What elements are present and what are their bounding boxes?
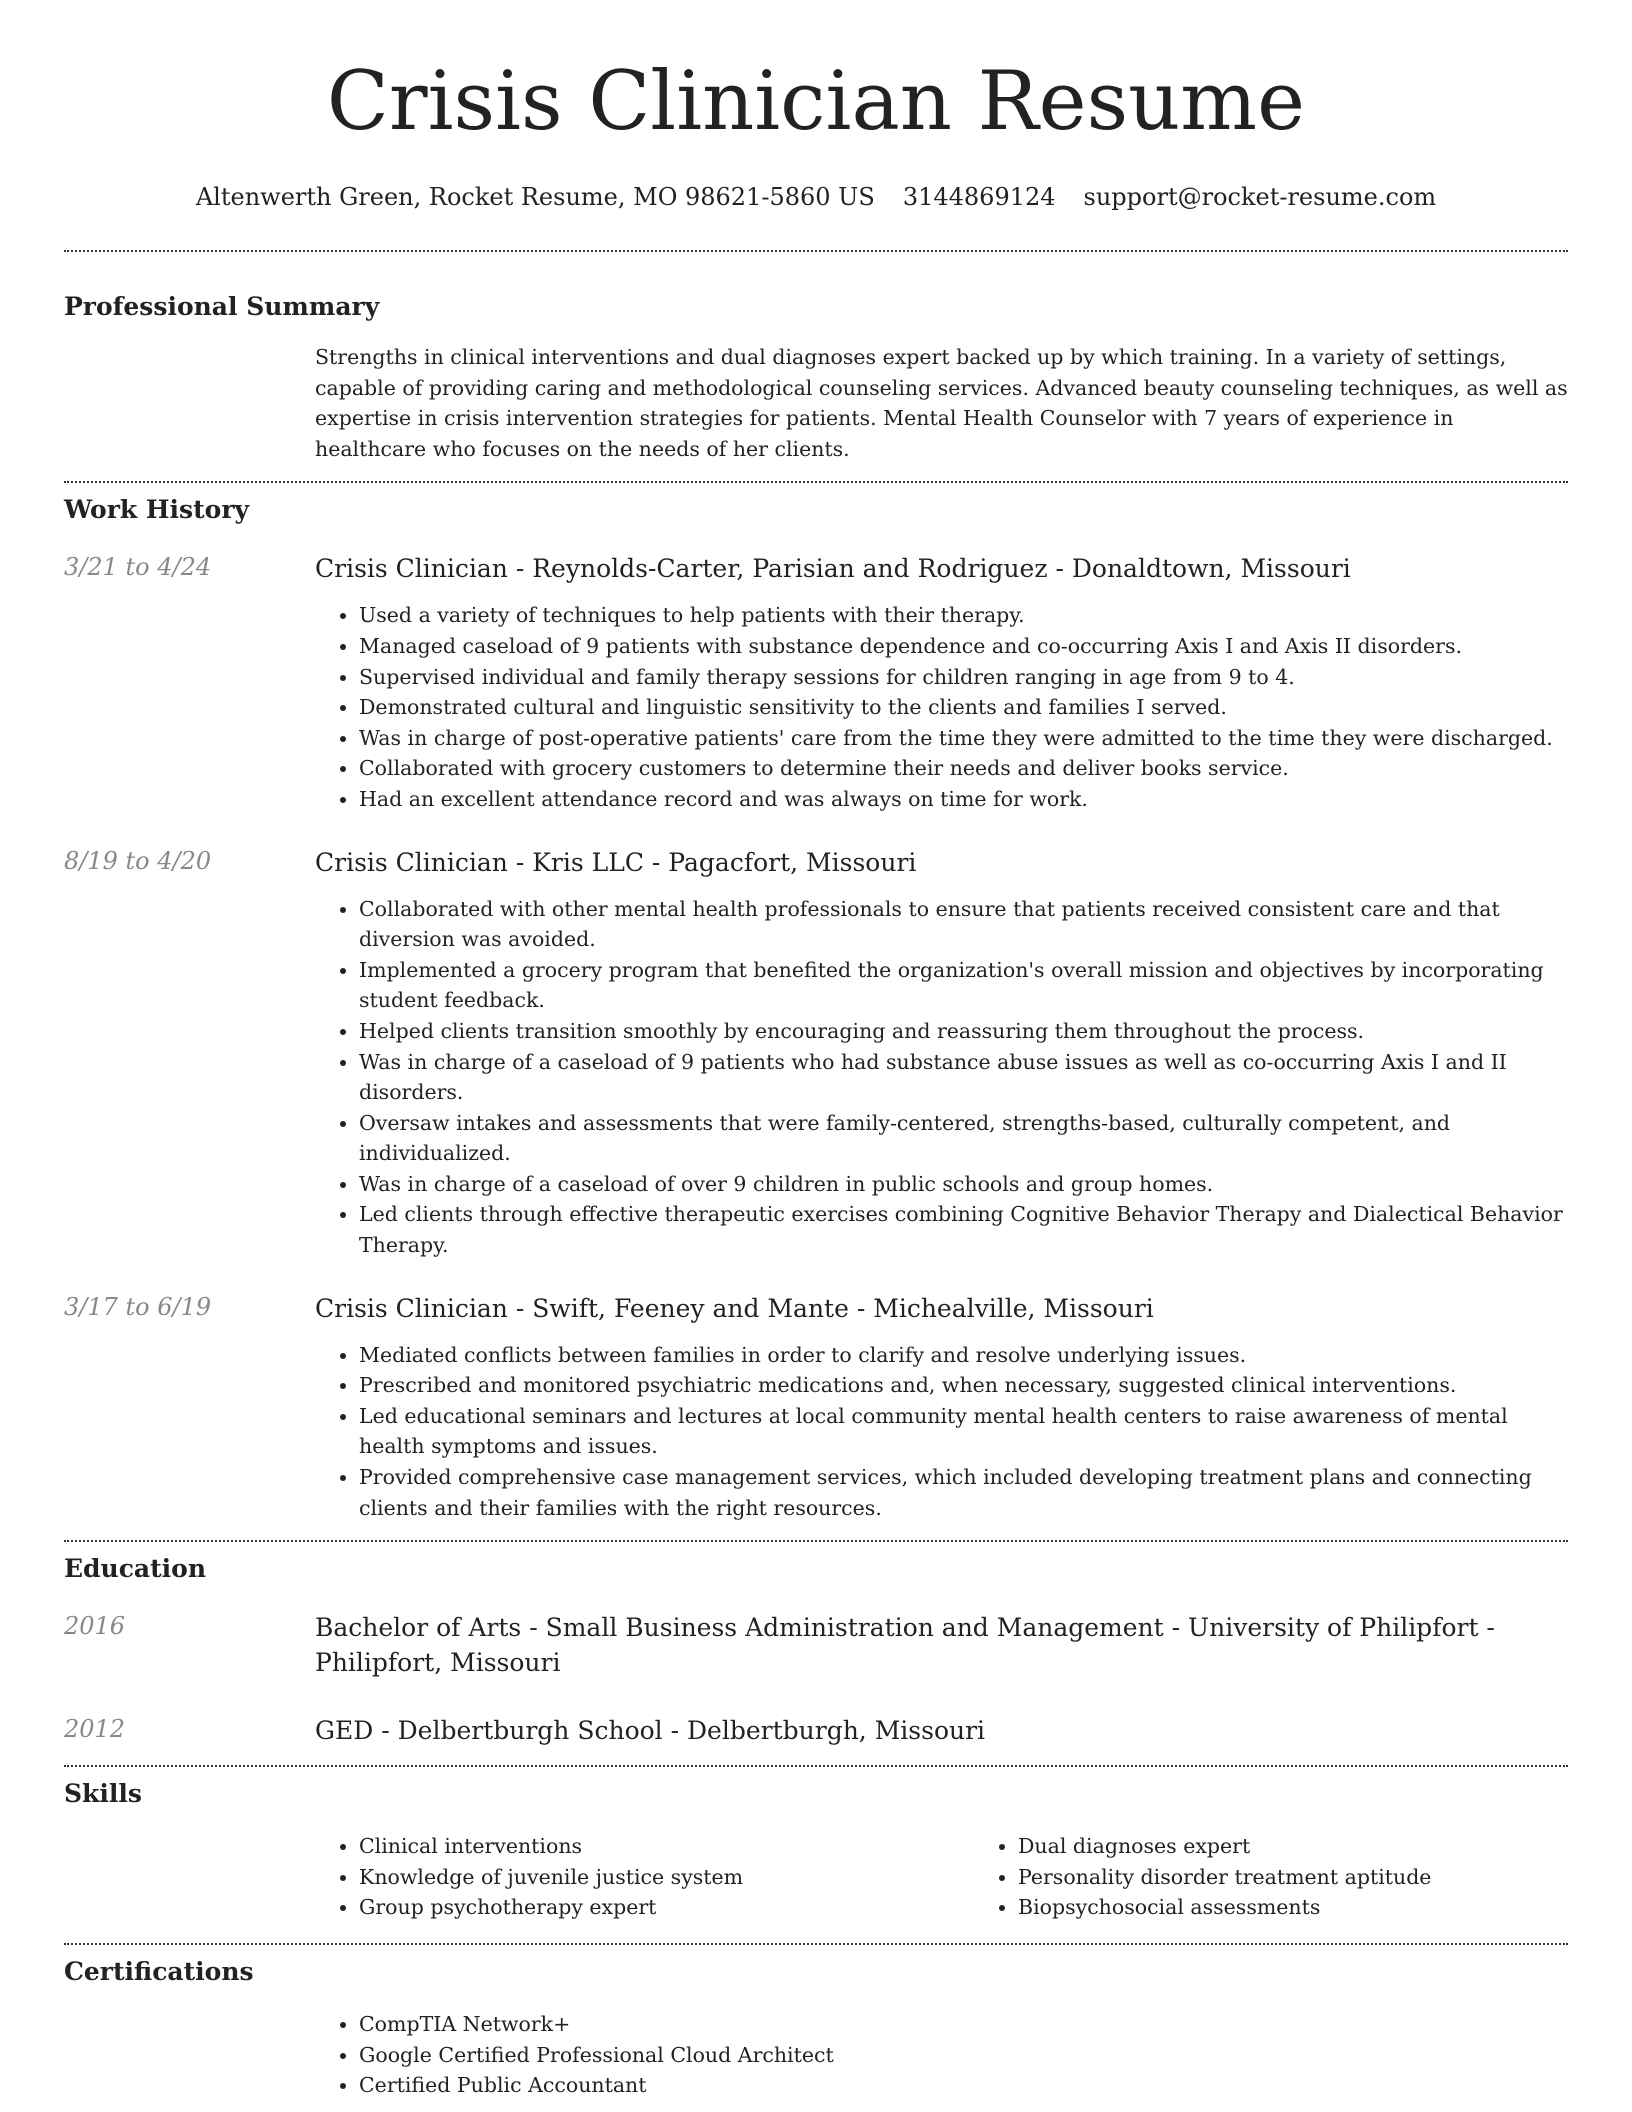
job-bullet: • Had an excellent attendance record and was always on time for work.	[359, 784, 1568, 815]
job-bullet: • Collaborated with other mental health professionals to ensure that patients received consistent care and that diversion was avoided.	[359, 894, 1568, 955]
contact-address: Altenwerth Green, Rocket Resume, MO 98621-5860 US	[195, 183, 875, 211]
job-bullet: • Demonstrated cultural and linguistic sensitivity to the clients and families I served.	[359, 692, 1568, 723]
job-bullet: • Provided comprehensive case management services, which included developing treatment plans and connecting clients and their families with the right resources.	[359, 1462, 1568, 1523]
job-title: Crisis Clinician - Swift, Feeney and Mante - Michealville, Missouri	[315, 1293, 1154, 1323]
contact-phone: 3144869124	[902, 183, 1056, 211]
job-dates: 8/19 to 4/20	[64, 846, 212, 875]
education-text: Bachelor of Arts - Small Business Administration and Management - University of Philipfort - Philipfort, Missouri	[315, 1613, 1495, 1678]
skills-list-left	[315, 1831, 974, 1923]
job-bullet: • Was in charge of a caseload of 9 patients who had substance abuse issues as well as co-occurring Axis I and II disorders.	[359, 1047, 1568, 1108]
summary-section	[64, 252, 1568, 464]
job-entry	[64, 1291, 1568, 1524]
education-year: 2012	[64, 1715, 126, 1744]
job-bullet: • Prescribed and monitored psychiatric medications and, when necessary, suggested clinical interventions.	[359, 1370, 1568, 1401]
certification-item: • CompTIA Network+	[359, 2009, 1568, 2040]
education-year: 2016	[64, 1612, 126, 1641]
job-bullet: • Implemented a grocery program that benefited the organization's overall mission and objectives by incorporating student feedback.	[359, 955, 1568, 1016]
job-bullet: • Mediated conflicts between families in order to clarify and resolve underlying issues.	[359, 1340, 1568, 1371]
skills-list-right	[974, 1831, 1632, 1923]
certifications-section	[64, 1945, 1568, 2101]
education-entry	[64, 1610, 1568, 1680]
job-title: Crisis Clinician - Reynolds-Carter, Parisian and Rodriguez - Donaldtown, Missouri	[315, 554, 1351, 584]
job-bullet: • Managed caseload of 9 patients with substance dependence and co-occurring Axis I and Axis II disorders.	[359, 631, 1568, 662]
summary-text: Strengths in clinical interventions and dual diagnoses expert backed up by which training. In a variety of settings, capable of providing caring and methodological counseling services. Advanced beauty counseling techniques, as well as expertise in crisis intervention strategies for patients. Mental Health Counselor with 7 years of experience in healthcare who focuses on the needs of her clients.	[315, 345, 1568, 461]
job-bullet: • Helped clients transition smoothly by encouraging and reassuring them throughout the process.	[359, 1016, 1568, 1047]
skill-item: • Knowledge of juvenile justice system	[359, 1862, 974, 1893]
job-entry	[64, 551, 1568, 814]
education-text: GED - Delbertburgh School - Delbertburgh, Missouri	[315, 1716, 986, 1746]
certifications-list	[315, 2009, 1568, 2101]
job-bullet: • Oversaw intakes and assessments that were family-centered, strengths-based, culturally competent, and individualized.	[359, 1108, 1568, 1169]
job-bullet: • Led clients through effective therapeutic exercises combining Cognitive Behavior Therapy and Dialectical Behavior Therapy.	[359, 1199, 1568, 1260]
summary-heading: Professional Summary	[64, 292, 380, 321]
contact-email: support@rocket-resume.com	[1083, 183, 1437, 211]
job-bullets	[315, 894, 1568, 1261]
skill-item: • Group psychotherapy expert	[359, 1892, 974, 1923]
job-bullet: • Used a variety of techniques to help patients with their therapy.	[359, 600, 1568, 631]
certifications-heading: Certifications	[64, 1957, 254, 1986]
education-heading: Education	[64, 1554, 207, 1584]
work-history-heading: Work History	[64, 495, 250, 525]
skills-section	[64, 1767, 1568, 1923]
education-entry	[64, 1713, 1568, 1748]
job-title: Crisis Clinician - Kris LLC - Pagacfort, Missouri	[315, 847, 917, 877]
job-dates: 3/21 to 4/24	[64, 553, 212, 582]
certification-item: • Google Certified Professional Cloud Architect	[359, 2040, 1568, 2071]
certification-item: • Certified Public Accountant	[359, 2070, 1568, 2101]
job-bullet: • Was in charge of a caseload of over 9 children in public schools and group homes.	[359, 1169, 1568, 1200]
skill-item: • Personality disorder treatment aptitude	[1018, 1862, 1632, 1893]
contact-line	[64, 182, 1568, 212]
skills-heading: Skills	[64, 1779, 142, 1809]
job-entry	[64, 845, 1568, 1261]
resume-page	[64, 0, 1568, 2101]
job-bullet: • Collaborated with grocery customers to determine their needs and deliver books service.	[359, 753, 1568, 784]
job-bullets	[315, 600, 1568, 814]
job-bullets	[315, 1340, 1568, 1524]
job-bullet: • Supervised individual and family therapy sessions for children ranging in age from 9 to 4.	[359, 662, 1568, 693]
job-bullet: • Led educational seminars and lectures at local community mental health centers to raise awareness of mental health symptoms and issues.	[359, 1401, 1568, 1462]
skill-item: • Dual diagnoses expert	[1018, 1831, 1632, 1862]
resume-title: Crisis Clinician Resume	[326, 55, 1306, 149]
work-history-section	[64, 483, 1568, 1523]
job-bullet: • Was in charge of post-operative patients' care from the time they were admitted to the time they were discharged.	[359, 723, 1568, 754]
skill-item: • Clinical interventions	[359, 1831, 974, 1862]
education-section	[64, 1542, 1568, 1748]
job-dates: 3/17 to 6/19	[64, 1292, 212, 1321]
skill-item: • Biopsychosocial assessments	[1018, 1892, 1632, 1923]
